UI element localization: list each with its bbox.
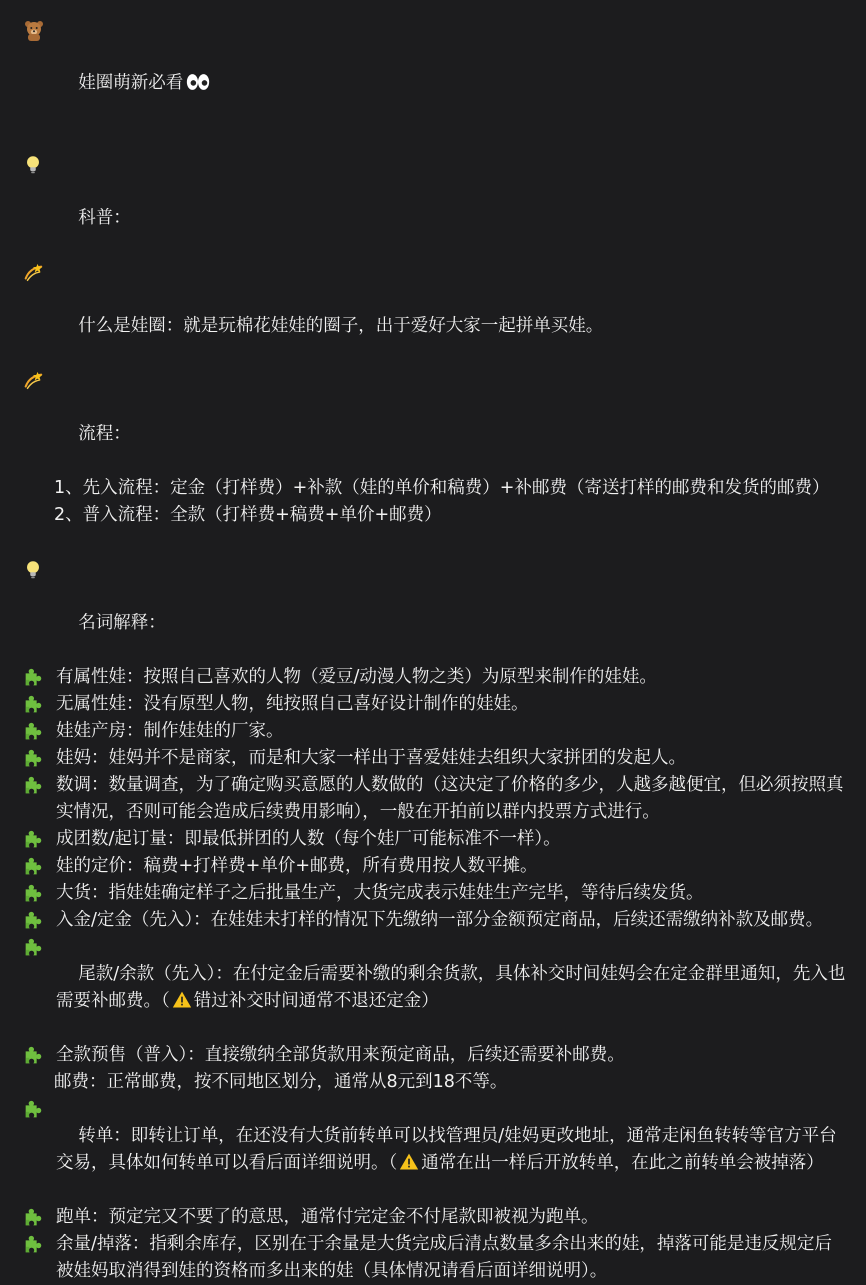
process-step-2: 2、普入流程：全款（打样费+稿费+单价+邮费） bbox=[54, 505, 442, 525]
glossary-item: 跑单：预定完又不要了的意思，通常付完定金不付尾款即被视为跑单。 bbox=[56, 1204, 846, 1231]
glossary-item: 全款预售（普入）：直接缴纳全部货款用来预定商品，后续还需要补邮费。 bbox=[56, 1042, 846, 1069]
puzzle-piece-icon bbox=[22, 829, 44, 851]
glossary-item: 有属性娃：按照自己喜欢的人物（爱豆/动漫人物之类）为原型来制作的娃娃。 bbox=[56, 664, 846, 691]
lightbulb-icon bbox=[22, 559, 44, 581]
spacer bbox=[56, 124, 846, 151]
post-title: 娃圈萌新必看 bbox=[78, 73, 184, 93]
glossary-item: 余量/掉落：指剩余库存，区别在于余量是大货完成后清点数量多余出来的娃，掉落可能是违反规定后被娃妈取消得到娃的资格而多出来的娃（具体情况请看后面详细说明）。 bbox=[56, 1231, 846, 1285]
glossary-item: 无属性娃：没有原型人物，纯按照自己喜好设计制作的娃娃。 bbox=[56, 691, 846, 718]
glossary-item: 成团数/起订量：即最低拼团的人数（每个娃厂可能标准不一样）。 bbox=[56, 826, 846, 853]
process-heading: 流程： bbox=[56, 367, 846, 475]
lightbulb-icon bbox=[22, 154, 44, 176]
puzzle-piece-icon bbox=[22, 856, 44, 878]
warning-icon bbox=[172, 990, 192, 1010]
glossary-item-balance: 尾款/余款（先入）：在付定金后需要补缴的剩余货款，具体补交时间娃妈会在定金群里通知，先入也需要补邮费。（ 错过补交时间通常不退还定金） bbox=[56, 934, 846, 1042]
dizzy-star-icon bbox=[22, 262, 44, 284]
what-is-doll-circle: 什么是娃圈：就是玩棉花娃娃的圈子，出于爱好大家一起拼单买娃。 bbox=[56, 259, 846, 367]
warning-icon bbox=[399, 1152, 419, 1172]
puzzle-piece-icon bbox=[22, 721, 44, 743]
section-heading-glossary: 名词解释： bbox=[56, 556, 846, 664]
glossary-item: 娃娃产房：制作娃娃的厂家。 bbox=[56, 718, 846, 745]
glossary-item: 娃的定价：稿费+打样费+单价+邮费，所有费用按人数平摊。 bbox=[56, 853, 846, 880]
puzzle-piece-icon bbox=[22, 937, 44, 959]
glossary-postage: 邮费：正常邮费，按不同地区划分，通常从8元到18不等。 bbox=[54, 1072, 508, 1092]
dizzy-star-icon bbox=[22, 370, 44, 392]
process-step-1: 1、先入流程：定金（打样费）+补款（娃的单价和稿费）+补邮费（寄送打样的邮费和发货的邮费） bbox=[54, 478, 830, 498]
puzzle-piece-icon bbox=[22, 883, 44, 905]
glossary-item: 娃妈：娃妈并不是商家，而是和大家一样出于喜爱娃娃去组织大家拼团的发起人。 bbox=[56, 745, 846, 772]
teddy-bear-icon bbox=[22, 18, 46, 42]
puzzle-piece-icon bbox=[22, 910, 44, 932]
glossary-item: 大货：指娃娃确定样子之后批量生产，大货完成表示娃娃生产完毕，等待后续发货。 bbox=[56, 880, 846, 907]
puzzle-piece-icon bbox=[22, 694, 44, 716]
puzzle-piece-icon bbox=[22, 1234, 44, 1256]
section-heading-science: 科普： bbox=[56, 151, 846, 259]
puzzle-piece-icon bbox=[22, 1207, 44, 1229]
glossary-item: 数调：数量调查，为了确定购买意愿的人数做的（这决定了价格的多少，人越多越便宜，但必须按照真实情况，否则可能会造成后续费用影响），一般在开拍前以群内投票方式进行。 bbox=[56, 772, 846, 826]
eyes-icon bbox=[185, 72, 211, 92]
puzzle-piece-icon bbox=[22, 1099, 44, 1121]
puzzle-piece-icon bbox=[22, 775, 44, 797]
puzzle-piece-icon bbox=[22, 1045, 44, 1067]
puzzle-piece-icon bbox=[22, 748, 44, 770]
glossary-item-transfer: 转单：即转让订单，在还没有大货前转单可以找管理员/娃妈更改地址，通常走闲鱼转转等官方平台交易，具体如何转单可以看后面详细说明。（ 通常在出一样后开放转单，在此之前转单会被掉落） bbox=[56, 1096, 846, 1204]
spacer bbox=[56, 529, 846, 556]
glossary-item: 入金/定金（先入）：在娃娃未打样的情况下先缴纳一部分金额预定商品，后续还需缴纳补款及邮费。 bbox=[56, 907, 846, 934]
puzzle-piece-icon bbox=[22, 667, 44, 689]
post-title-line bbox=[56, 16, 846, 124]
